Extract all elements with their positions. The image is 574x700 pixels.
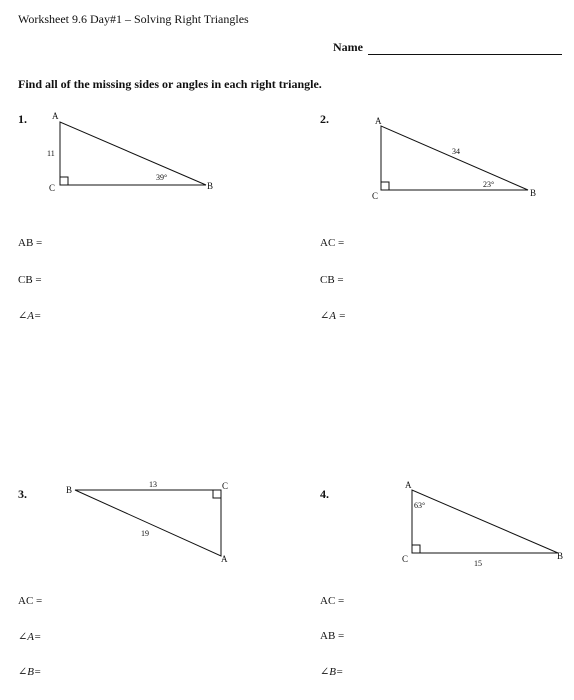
triangle-1 (47, 111, 213, 193)
problem-1-answer-angle-a[interactable]: ∠A= (18, 310, 42, 322)
triangle-1-vertex-c: C (49, 183, 56, 193)
problem-2-answer-angle-a[interactable]: ∠A = (320, 310, 346, 322)
instructions: Find all of the missing sides or angles in each right triangle. (18, 77, 322, 91)
triangle-1-vertex-b: B (207, 181, 214, 191)
problem-1-answer-ab[interactable]: AB = (18, 237, 43, 249)
problem-4-answer-ab[interactable]: AB = (320, 630, 345, 642)
triangle-4-angle-label: 63° (414, 501, 426, 510)
triangle-4-vertex-b: B (557, 551, 564, 561)
worksheet-title: Worksheet 9.6 Day#1 – Solving Right Triangles (18, 12, 249, 26)
triangle-2-vertex-a: A (375, 116, 382, 126)
triangle-4-side-label: 15 (474, 559, 482, 568)
problem-4-answer-angle-b[interactable]: ∠B= (320, 666, 344, 678)
triangle-3-vertex-b: B (66, 485, 73, 495)
problem-3-answer-angle-b[interactable]: ∠B= (18, 666, 42, 678)
triangle-2 (372, 116, 536, 201)
triangle-3-vertex-c: C (222, 481, 229, 491)
problem-2-answer-cb[interactable]: CB = (320, 274, 344, 286)
triangle-4 (402, 480, 563, 568)
triangle-3-vertex-a: A (221, 554, 228, 564)
problem-3-answer-angle-a[interactable]: ∠A= (18, 631, 42, 643)
triangle-2-angle-label: 23° (483, 180, 495, 189)
problem-4-number: 4. (320, 487, 329, 501)
problem-2-answer-ac[interactable]: AC = (320, 237, 345, 249)
triangle-3 (66, 480, 228, 564)
problem-4-answer-ac[interactable]: AC = (320, 595, 345, 607)
problem-2-number: 2. (320, 112, 329, 126)
problem-1-answer-cb[interactable]: CB = (18, 274, 42, 286)
triangle-1-side-label: 11 (47, 149, 55, 158)
triangle-1-vertex-a: A (52, 111, 59, 121)
problem-3-answer-ac[interactable]: AC = (18, 595, 43, 607)
triangle-4-vertex-a: A (405, 480, 412, 490)
problem-1-number: 1. (18, 112, 27, 126)
triangle-2-vertex-b: B (530, 188, 537, 198)
triangle-3-side-label-2: 19 (141, 529, 149, 538)
triangle-4-vertex-c: C (402, 554, 409, 564)
problem-3-number: 3. (18, 487, 27, 501)
name-label: Name (333, 40, 363, 54)
triangle-2-vertex-c: C (372, 191, 379, 201)
triangle-3-side-label: 13 (149, 480, 157, 489)
triangle-1-angle-label: 39° (156, 173, 168, 182)
triangle-2-side-label: 34 (452, 147, 460, 156)
